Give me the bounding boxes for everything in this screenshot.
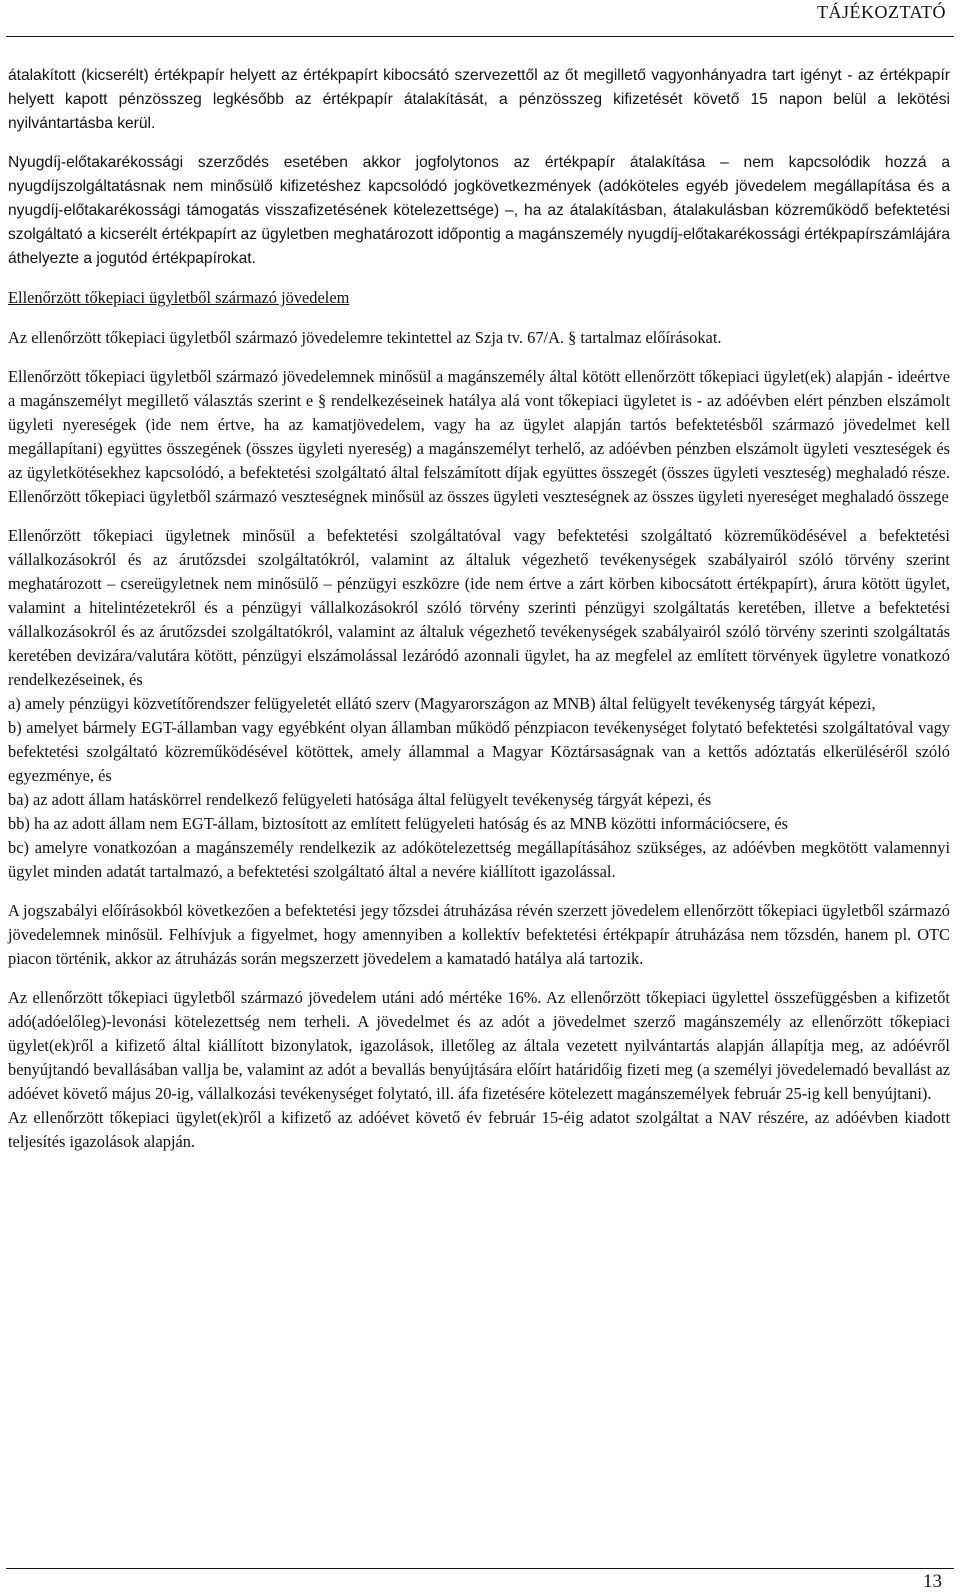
paragraph-definition-income: Ellenőrzött tőkepiaci ügyletből származó jövedelemnek minősül a magánszemély által kötött ellenőrzött tőkepiaci ügylet(ek) alapján - ideértve a magánszemélyt megillető választás szerint e § rendelkezéseinek hatálya alá vont tőkepiaci ügyletet is - az adóévben elért pénzben elszámolt ügyleti nyereségek (ide nem értve, ha az kamatjövedelem, vagy ha az ügylet alapján tartós befektetésből származó jövedelmet kell megállapítani) együttes összegének (összes ügyleti nyereség) a magánszemélyt terhelő, az adóévben pénzben elszámolt ügyleti veszteségek és az ügyletkötésekhez kapcsolódó, a befektetési szolgáltató által felszámított díjak együttes összegét (összes ügyleti veszteség) meghaladó része. Ellenőrzött tőkepiaci ügyletből származó veszteségnek minősül az összes ügyleti veszteségnek az összes ügyleti nyereséget meghaladó összege	[8, 367, 950, 506]
list-item-b: b) amelyet bármely EGT-államban vagy egyébként olyan államban működő pénzpiacon tevékenységet folytató befektetési szolgáltatóval vagy befektetési szolgáltató közreműködésével kötöttek, amely állammal a Magyar Köztársaságnak van a kettős adóztatás elkerüléséről szóló egyezménye, és	[8, 718, 950, 785]
page-number: 13	[923, 1571, 942, 1592]
paragraph-investment-units: A jogszabályi előírásokból következően a befektetési jegy tőzsdei átruházása révén szerzett jövedelem ellenőrzött tőkepiaci ügyletből származó jövedelemnek minősül. Felhívjuk a figyelmet, hogy amennyiben a kollektív befektetési értékpapír átruházása nem tőzsdén, hanem pl. OTC piacon történik, akkor az átruházás során megszerzett jövedelem a kamatadó hatálya alá tartozik.	[8, 901, 950, 968]
list-item-bb: bb) ha az adott állam nem EGT-állam, biztosított az említett felügyeleti hatóság és az MNB közötti információcsere, és	[8, 814, 788, 833]
section-heading: Ellenőrzött tőkepiaci ügyletből származó jövedelem	[8, 288, 350, 307]
document-body	[8, 64, 950, 1154]
paragraph-data-reporting: Az ellenőrzött tőkepiaci ügylet(ek)ről a kifizető az adóévet követő év február 15-éig adatot szolgáltat a NAV részére, az adóévben kiadott teljesítés igazolások alapján.	[8, 1108, 950, 1151]
list-item-a: a) amely pénzügyi közvetítőrendszer felügyeletét ellátó szerv (Magyarországon az MNB) által felügyelt tevékenység tárgyát képezi,	[8, 694, 876, 713]
header-title: TÁJÉKOZTATÓ	[816, 2, 946, 22]
list-item-ba: ba) az adott állam hatáskörrel rendelkező felügyeleti hatósága által felügyelt tevékenység tárgyát képezi, és	[8, 790, 712, 809]
paragraph-continuation: átalakított (kicserélt) értékpapír helyett az értékpapírt kibocsátó szervezettől az őt megillető vagyonhányadra tart igényt - az értékpapír helyett kapott pénzösszeg legkésőbb az értékpapír átalakítását, a pénzösszeg kifizetését követő 15 napon belül a lekötési nyilvántartásba kerül.	[8, 67, 950, 132]
paragraph-intro: Az ellenőrzött tőkepiaci ügyletből származó jövedelemre tekintettel az Szja tv. 67/A. § tartalmaz előírásokat.	[8, 328, 722, 347]
paragraph-pension-savings: Nyugdíj-előtakarékossági szerződés esetében akkor jogfolytonos az értékpapír átalakítása – nem kapcsolódik hozzá a nyugdíjszolgáltatásnak nem minősülő kifizetéshez kapcsolódó jogkövetkezmények (adóköteles egyéb jövedelem megállapítása és a nyugdíj-előtakarékossági támogatás visszafizetésének kötelezettsége) –, ha az átalakításban, átalakulásban közreműködő befektetési szolgáltató a kicserélt értékpapírt az ügyletben meghatározott időpontig a magánszemély nyugdíj-előtakarékossági értékpapírszámlájára áthelyezte a jogutód értékpapírokat.	[8, 154, 950, 267]
paragraph-tax-rate: Az ellenőrzött tőkepiaci ügyletből származó jövedelem utáni adó mértéke 16%. Az ellenőrzött tőkepiaci ügylettel összefüggésben a kifizetőt adó(adóelőleg)-levonási kötelezettség nem terheli. A jövedelmet és az adót a jövedelmet szerző magánszemély az ellenőrzött tőkepiaci ügylet(ek)ről a kifizető által kiállított bizonylatok, igazolások, illetőleg az általa vezetett nyilvántartás alapján állapítja meg, az adóévről benyújtandó bevallásában vallja be, valamint az adót a bevallás benyújtására előírt határidőig fizeti meg (a személyi jövedelemadó bevallást az adóévet követő május 20-ig, vállalkozási tevékenységet folytató, ill. áfa fizetésére kötelezett magánszemélyek február 25-ig kell benyújtani).	[8, 988, 950, 1103]
footer-divider	[6, 1568, 954, 1569]
header-divider	[6, 36, 954, 37]
paragraph-definition-transaction: Ellenőrzött tőkepiaci ügyletnek minősül a befektetési szolgáltatóval vagy befektetési szolgáltató közreműködésével a befektetési vállalkozásokról és az árutőzsdei szolgáltatókról, valamint az általuk végezhető tevékenységek szabályairól szóló törvény szerint meghatározott – csereügyletnek nem minősülő – pénzügyi eszközre (ide nem értve a zárt körben kibocsátott értékpapírt), árura kötött ügylet, valamint a hitelintézetekről és a pénzügyi vállalkozásokról szóló törvény szerinti pénzügyi szolgáltatás keretében, illetve a befektetési vállalkozásokról és az árutőzsdei szolgáltatókról, valamint az általuk végezhető tevékenységek szabályairól szóló törvény szerinti szolgáltatás keretében devizára/valutára kötött, pénzügyi elszámolással lezáródó azonnali ügylet, ha az megfelel az említett törvények ügyletre vonatkozó rendelkezéseinek, és	[8, 526, 950, 689]
list-item-bc: bc) amelyre vonatkozóan a magánszemély rendelkezik az adókötelezettség megállapításához szükséges, az adóévben megkötött valamennyi ügylet minden adatát tartalmazó, a befektetési szolgáltató által a nevére kiállított igazolással.	[8, 838, 950, 881]
